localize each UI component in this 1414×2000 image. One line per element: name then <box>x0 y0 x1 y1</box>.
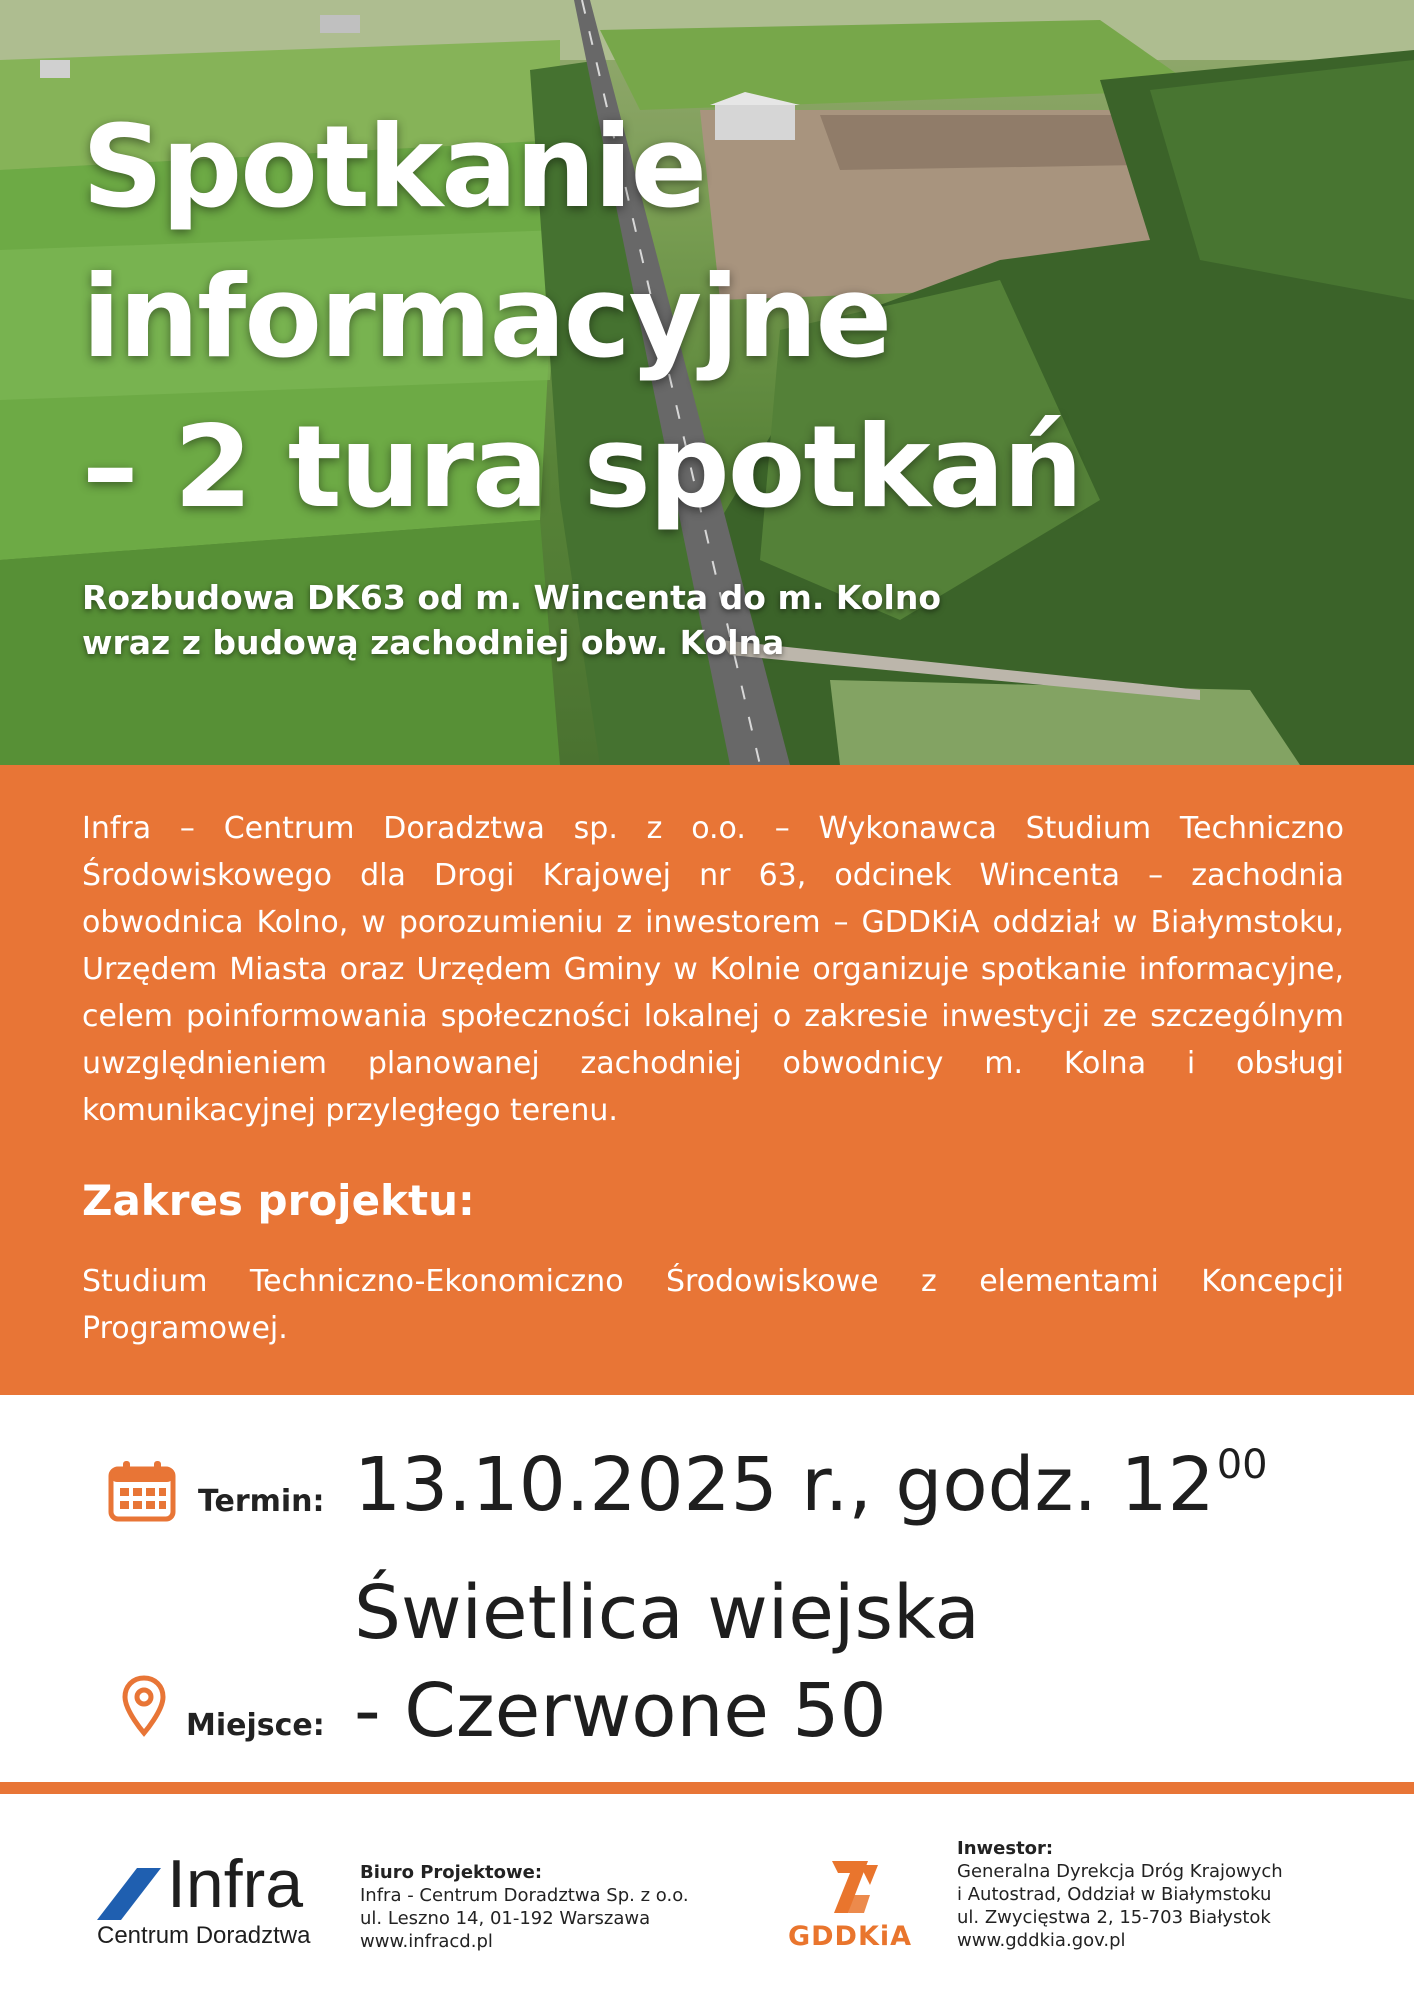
event-date <box>354 1442 1268 1528</box>
scope-text: Studium Techniczno-Ekonomiczno Środowiskowe z elementami Koncepcji Programowej. <box>82 1264 1344 1346</box>
event-place-line-1: Świetlica wiejska <box>354 1570 980 1656</box>
infra-logo-slash-icon <box>97 1866 163 1922</box>
investor-line-1: Generalna Dyrekcja Dróg Krajowych <box>957 1861 1283 1882</box>
scope-heading: Zakres projektu: <box>82 1176 475 1225</box>
event-date-text: 13.10.2025 r., godz. 12 <box>354 1442 1215 1528</box>
investor-heading: Inwestor: <box>957 1838 1054 1859</box>
hero-subtitle-line-2: wraz z budową zachodniej obw. Kolna <box>82 623 785 662</box>
hero-banner <box>0 0 1414 765</box>
gddkia-logo <box>770 1855 930 1955</box>
location-pin-icon <box>122 1675 166 1737</box>
event-place-line-2: - Czerwone 50 <box>354 1668 887 1754</box>
investor-line-3: ul. Zwycięstwa 2, 15-703 Białystok <box>957 1907 1271 1928</box>
gddkia-logo-emblem-icon <box>770 1855 930 1921</box>
hero-title <box>82 92 1081 542</box>
info-section <box>0 765 1414 1395</box>
info-paragraph: Infra – Centrum Doradztwa sp. z o.o. – Wykonawca Studium Techniczno Środowiskowego dla Drogi Krajowej nr 63, odcinek Wincenta – zachodnia obwodnica Kolno, w porozumieniu z inwestorem – GDDKiA oddział w Białymstoku, Urzędem Miasta oraz Urzędem Gminy w Kolnie organizuje spotkanie informacyjne, celem poinformowania społeczności lokalnej o zakresie inwestycji ze szczególnym uwzględnieniem planowanej zachodniej obwodnicy m. Kolna i obsługi komunikacyjnej przyległego terenu. <box>82 811 1344 1128</box>
hero-title-line-3: – 2 tura spotkań <box>82 401 1082 533</box>
place-label: Miejsce: <box>186 1708 325 1743</box>
project-office-heading: Biuro Projektowe: <box>360 1862 543 1883</box>
infra-logo <box>97 1846 337 1960</box>
hero-subtitle-line-1: Rozbudowa DK63 od m. Wincenta do m. Kolno <box>82 578 942 617</box>
hero-title-line-2: informacyjne <box>82 251 891 383</box>
gddkia-logo-text: GDDKiA <box>787 1921 913 1952</box>
project-office-line-1: Infra - Centrum Doradztwa Sp. z o.o. <box>360 1885 689 1906</box>
project-office-info <box>360 1861 689 1953</box>
project-office-line-2: ul. Leszno 14, 01-192 Warszawa <box>360 1908 651 1929</box>
infra-logo-name: Infra <box>167 1846 304 1922</box>
investor-info <box>957 1837 1283 1952</box>
project-office-website: www.infracd.pl <box>360 1931 493 1952</box>
hero-title-line-1: Spotkanie <box>82 101 706 233</box>
calendar-icon <box>108 1460 176 1522</box>
infra-logo-subtitle: Centrum Doradztwa <box>97 1922 311 1949</box>
investor-website: www.gddkia.gov.pl <box>957 1930 1126 1951</box>
term-label: Termin: <box>198 1484 325 1519</box>
orange-divider <box>0 1782 1414 1794</box>
event-time-minutes: 00 <box>1216 1442 1268 1489</box>
investor-line-2: i Autostrad, Oddział w Białymstoku <box>957 1884 1272 1905</box>
hero-subtitle <box>82 575 941 665</box>
